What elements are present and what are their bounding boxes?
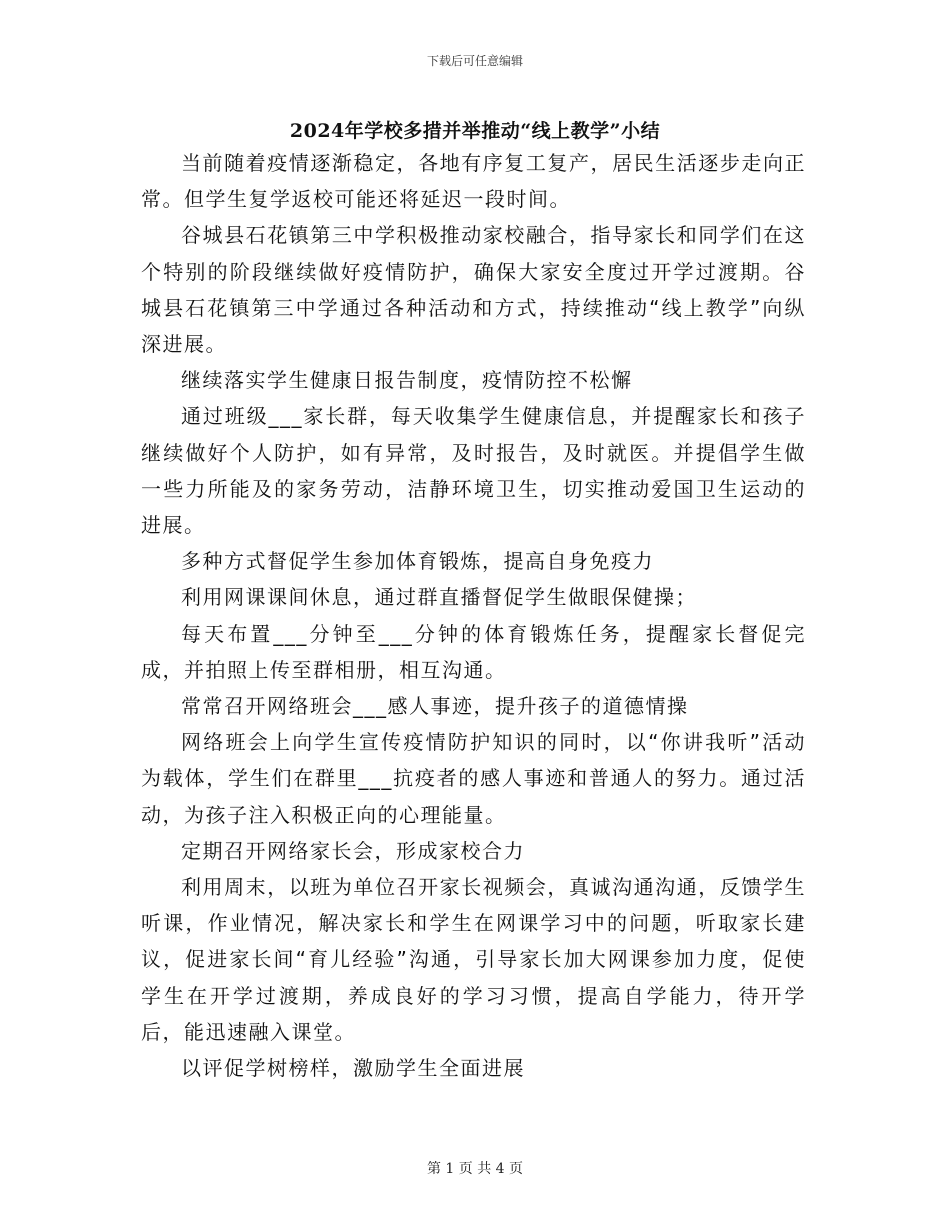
paragraph: 通过班级___家长群，每天收集学生健康信息，并提醒家长和孩子继续做好个人防护，如有异常，及时报告，及时就医。并提倡学生做一些力所能及的家务劳动，洁静环境卫生，切实推动爱国卫生运动的进展。 bbox=[141, 404, 806, 538]
paragraph: 当前随着疫情逐渐稳定，各地有序复工复产，居民生活逐步走向正常。但学生复学返校可能还将延迟一段时间。 bbox=[141, 151, 806, 212]
section-heading: 多种方式督促学生参加体育锻炼，提高自身免疫力 bbox=[181, 549, 654, 574]
page-counter: 第 1 页 共 4 页 bbox=[426, 1161, 524, 1177]
paragraph: 利用周末，以班为单位召开家长视频会，真诚沟通沟通，反馈学生听课，作业情况，解决家长和学生在网课学习中的问题，听取家长建议，促进家长间“育儿经验”沟通，引导家长加大网课参加力度，促使学生在开学过渡期，养成良好的学习习惯，提高自学能力，待开学后，能迅速融入课堂。 bbox=[141, 875, 806, 1044]
section-heading: 继续落实学生健康日报告制度，疫情防控不松懈 bbox=[181, 368, 633, 393]
paragraph: 网络班会上向学生宣传疫情防护知识的同时，以“你讲我听”活动为载体，学生们在群里___抗疫者的感人事迹和普通人的努力。通过活动，为孩子注入积极正向的心理能量。 bbox=[141, 730, 806, 827]
document-body bbox=[141, 145, 806, 1086]
paragraph: 利用网课课间休息，通过群直播督促学生做眼保健操； bbox=[181, 585, 697, 610]
section-heading: 以评促学树榜样，激励学生全面进展 bbox=[181, 1056, 525, 1081]
paragraph: 谷城县石花镇第三中学积极推动家校融合，指导家长和同学们在这个特别的阶段继续做好疫情防护，确保大家安全度过开学过渡期。谷城县石花镇第三中学通过各种活动和方式，持续推动“线上教学”向纵深进展。 bbox=[141, 223, 806, 357]
document-title: 2024年学校多措并举推动“线上教学”小结 bbox=[289, 120, 661, 142]
header-note: 下载后可任意编辑 bbox=[426, 54, 523, 68]
section-heading: 定期召开网络家长会，形成家校合力 bbox=[181, 838, 525, 863]
section-heading: 常常召开网络班会___感人事迹，提升孩子的道德情操 bbox=[181, 694, 689, 719]
paragraph: 每天布置___分钟至___分钟的体育锻炼任务，提醒家长督促完成，并拍照上传至群相册，相互沟通。 bbox=[141, 621, 806, 682]
